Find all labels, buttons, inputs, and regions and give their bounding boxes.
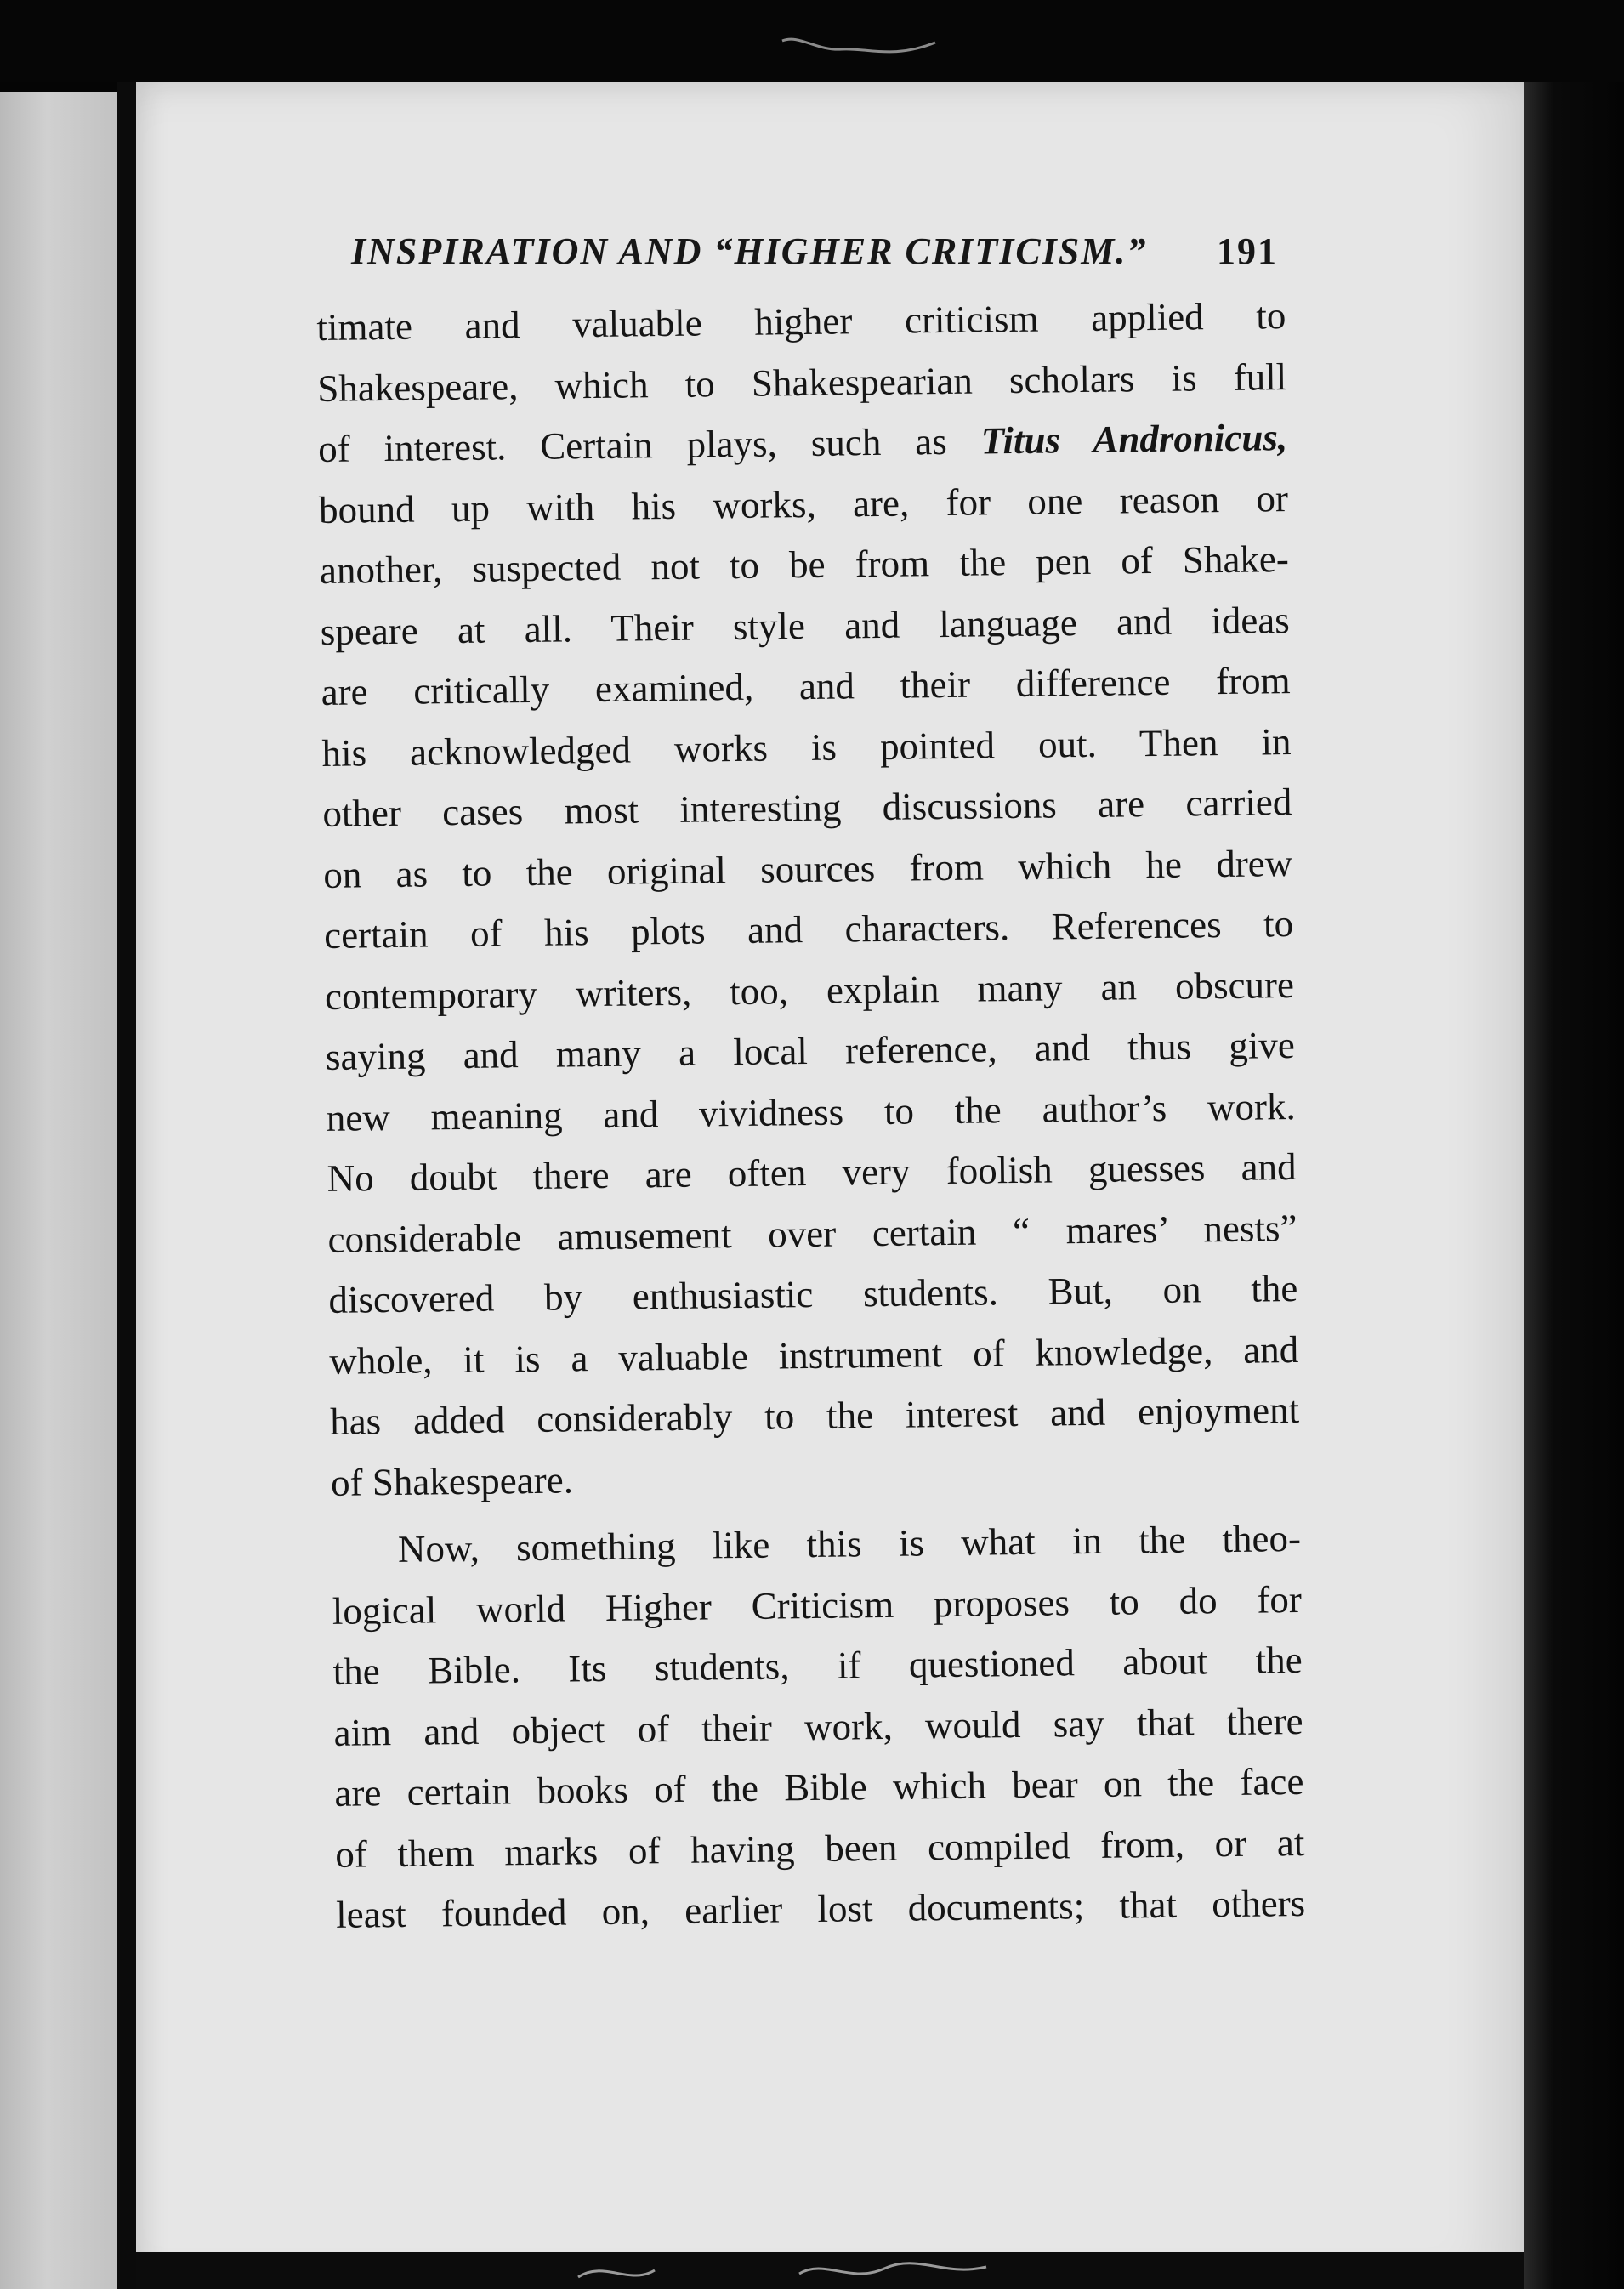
- text-line: speare at all. Their style and language and ideas: [320, 598, 1291, 653]
- text-line: other cases most interesting discussions are carried: [322, 781, 1292, 835]
- text-line: of interest. Certain plays, such as: [317, 419, 947, 470]
- text-line: discovered by enthusiastic students. But, on the: [328, 1266, 1298, 1321]
- text-line-with-title: [318, 407, 1288, 480]
- paragraph-2: [332, 1508, 1306, 1945]
- text-line: timate and valuable higher criticism applied to: [316, 294, 1286, 349]
- text-line: of Shakespeare.: [330, 1457, 574, 1504]
- page-number: 191: [1217, 230, 1278, 272]
- text-line: has added considerably to the interest and enjoyment: [329, 1388, 1300, 1443]
- text-line: whole, it is a valuable instrument of knowledge, and: [328, 1327, 1299, 1383]
- running-header: [351, 230, 1278, 281]
- text-line: logical world Higher Criticism proposes to do for: [332, 1577, 1303, 1633]
- text-line: are critically examined, and their difference from: [321, 659, 1291, 713]
- text-line: considerable amusement over certain “ mares’ nests”: [327, 1206, 1297, 1261]
- text-line: the Bible. Its students, if questioned about the: [332, 1638, 1303, 1693]
- text-line: of them marks of having been compiled from, or at: [335, 1820, 1305, 1876]
- scan-artifact-bottom: [544, 2252, 1020, 2289]
- running-header-title: INSPIRATION AND “HIGHER CRITICISM.”: [351, 230, 1148, 272]
- text-line: Now, something like this is what in the theo-: [397, 1516, 1302, 1570]
- text-line: Shakespeare, which to Shakespearian scholars is full: [316, 355, 1287, 410]
- paragraph-1: [316, 286, 1300, 1514]
- text-line: bound up with his works, are, for one reason or: [318, 476, 1289, 531]
- text-line: least founded on, earlier lost documents; that others: [335, 1881, 1306, 1936]
- play-title: Titus Andronicus,: [980, 416, 1288, 463]
- text-line: No doubt there are often very foolish guesses and: [327, 1144, 1297, 1200]
- text-line: certain of his plots and characters. References to: [323, 902, 1294, 957]
- text-line: new meaning and vividness to the author’s work.: [326, 1084, 1297, 1139]
- text-line: another, suspected not to be from the pen of Shake-: [319, 537, 1290, 592]
- book-gutter: [117, 82, 136, 2289]
- text-line: contemporary writers, too, explain many an obscure: [324, 963, 1295, 1018]
- text-line: aim and object of their work, would say that there: [333, 1699, 1303, 1754]
- scan-right-border: [1524, 82, 1624, 2289]
- text-line: his acknowledged works is pointed out. Then in: [321, 719, 1292, 775]
- text-line: saying and many a local reference, and thus give: [325, 1024, 1296, 1078]
- body-text: [316, 286, 1306, 1945]
- text-line: are certain books of the Bible which bear on the face: [334, 1759, 1304, 1815]
- facing-page-edge: [0, 92, 117, 2289]
- scan-artifact-top: [765, 26, 961, 68]
- text-line: on as to the original sources from which he drew: [322, 841, 1293, 896]
